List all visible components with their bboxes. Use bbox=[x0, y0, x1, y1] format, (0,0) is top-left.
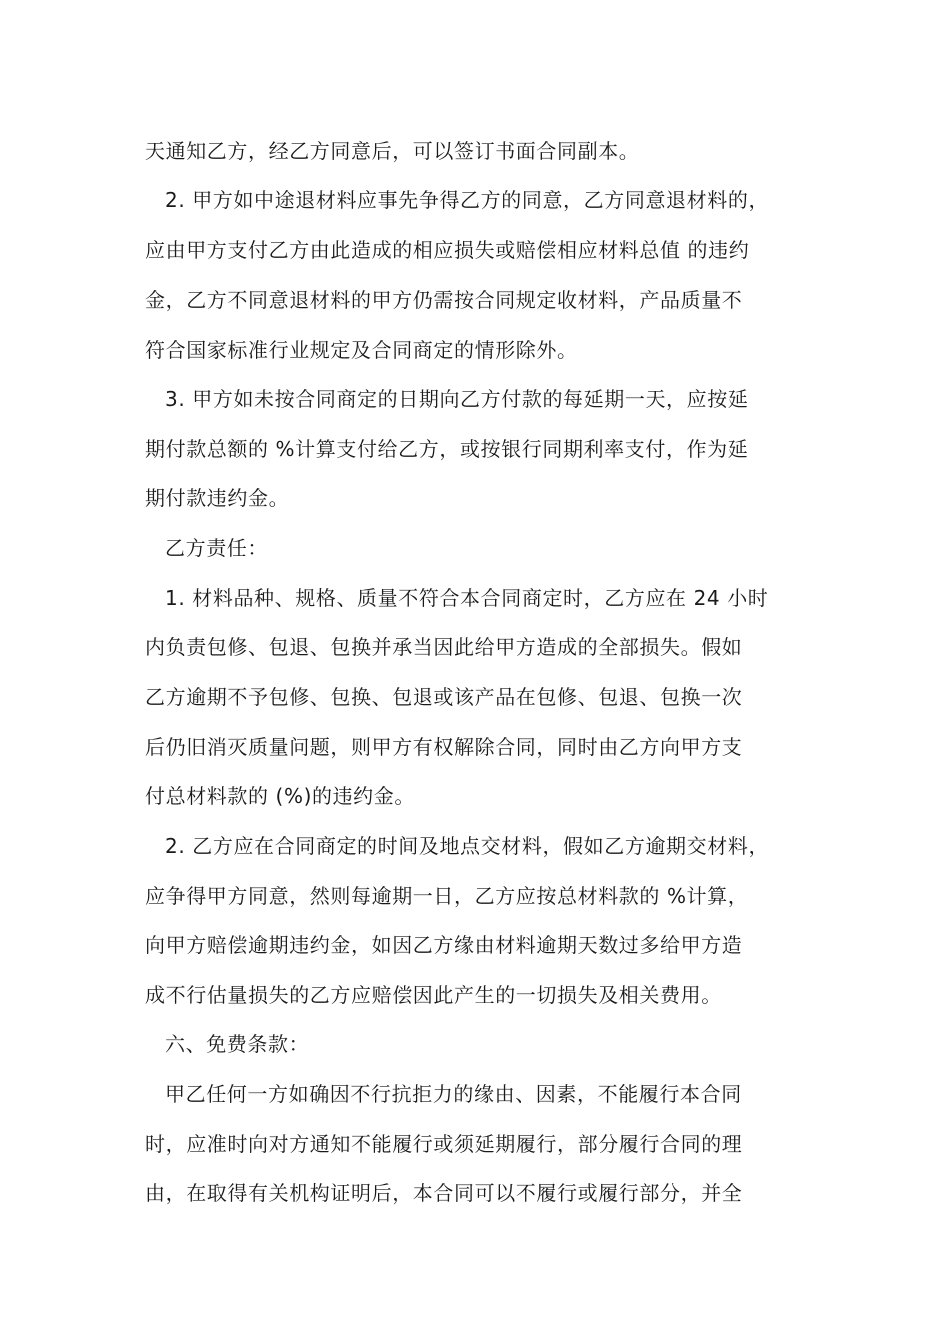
text-line: 应争得甲方同意，然则每逾期一日，乙方应按总材料款的 %计算， bbox=[145, 884, 749, 908]
text-line: 天通知乙方，经乙方同意后，可以签订书面合同副本。 bbox=[145, 139, 640, 163]
text-line: 金，乙方不同意退材料的甲方仍需按合同规定收材料，产品质量不 bbox=[145, 288, 743, 312]
text-line: 期付款总额的 %计算支付给乙方，或按银行同期利率支付，作为延 bbox=[145, 437, 749, 461]
text-line: 乙方逾期不予包修、包换、包退或该产品在包修、包退、包换一次 bbox=[145, 685, 743, 709]
section-heading-party-b: 乙方责任： bbox=[165, 536, 268, 560]
text-line: 应由甲方支付乙方由此造成的相应损失或赔偿相应材料总值 的违约 bbox=[145, 238, 750, 262]
text-line: 期付款违约金。 bbox=[145, 486, 290, 510]
text-line: 内负责包修、包退、包换并承当因此给甲方造成的全部损失。假如 bbox=[145, 635, 743, 659]
text-line: 向甲方赔偿逾期违约金，如因乙方缘由材料逾期天数过多给甲方造 bbox=[145, 933, 743, 957]
text-line: 后仍旧消灭质量问题，则甲方有权解除合同，同时由乙方向甲方支 bbox=[145, 735, 743, 759]
text-line: 成不行估量损失的乙方应赔偿因此产生的一切损失及相关费用。 bbox=[145, 983, 722, 1007]
text-line: 时，应准时向对方通知不能履行或须延期履行，部分履行合同的理 bbox=[145, 1132, 743, 1156]
clause-3-start: 3. 甲方如未按合同商定的日期向乙方付款的每延期一天，应按延 bbox=[165, 387, 749, 411]
paragraph-start: 甲乙任何一方如确因不行抗拒力的缘由、因素，不能履行本合同 bbox=[165, 1082, 742, 1106]
text-line: 由，在取得有关机构证明后，本合同可以不履行或履行部分，并全 bbox=[145, 1181, 743, 1205]
text-line: 付总材料款的 (%)的违约金。 bbox=[145, 784, 415, 808]
section-heading-exemption: 六、免费条款： bbox=[165, 1032, 310, 1056]
clause-2-start: 2. 乙方应在合同商定的时间及地点交材料，假如乙方逾期交材料， bbox=[165, 834, 770, 858]
clause-2-start: 2. 甲方如中途退材料应事先争得乙方的同意，乙方同意退材料的， bbox=[165, 188, 770, 212]
text-line: 符合国家标准行业规定及合同商定的情形除外。 bbox=[145, 338, 578, 362]
clause-1-start: 1. 材料品种、规格、质量不符合本合同商定时，乙方应在 24 小时 bbox=[165, 586, 769, 610]
